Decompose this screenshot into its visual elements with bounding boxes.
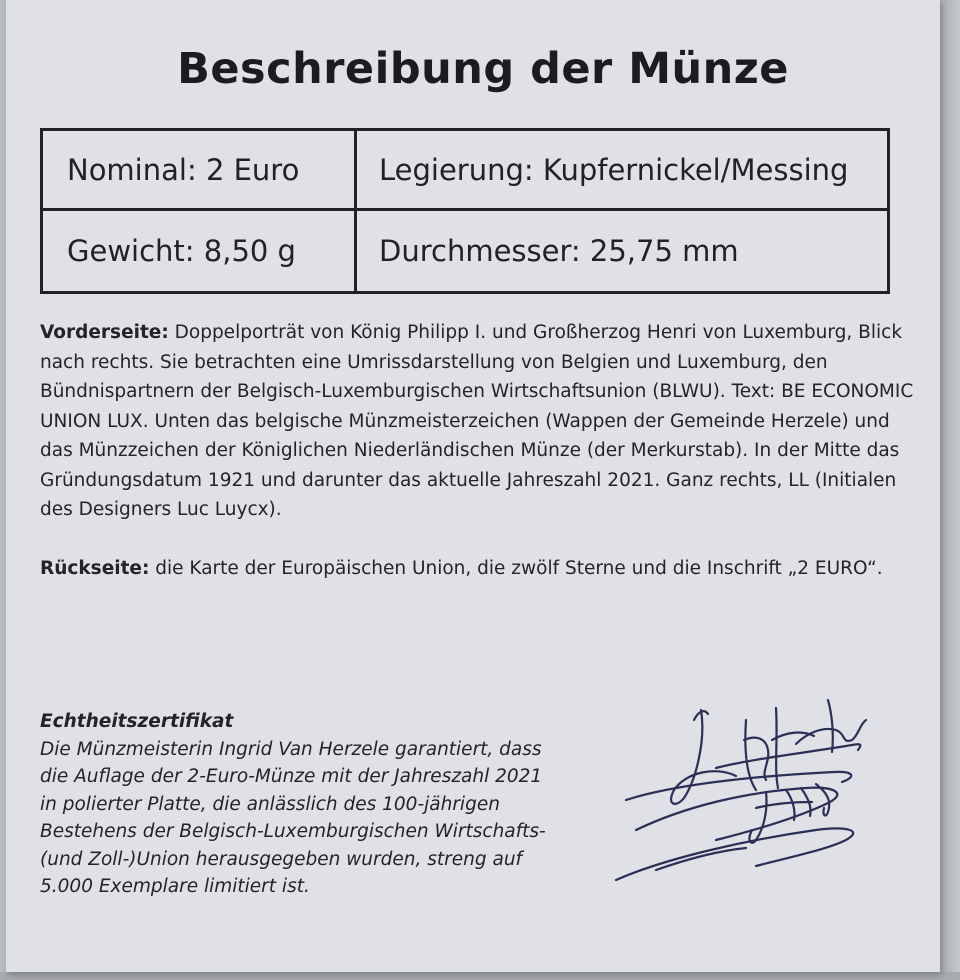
page-title: Beschreibung der Münze (177, 44, 789, 94)
reverse-paragraph (40, 554, 920, 584)
description (40, 318, 920, 583)
obverse-paragraph (40, 318, 920, 525)
handwritten-signature (596, 680, 896, 900)
spec-gewicht: Gewicht: 8,50 g (43, 211, 357, 291)
certificate-card (6, 0, 940, 972)
certificate-line: 5.000 Exemplare limitiert ist. (40, 876, 310, 897)
reverse-text: die Karte der Europäischen Union, die zwölf Sterne und die Inschrift „2 EURO“. (149, 557, 883, 579)
certificate-line: die Auflage der 2-Euro-Münze mit der Jahreszahl 2021 (40, 766, 543, 787)
certificate-line: (und Zoll-)Union herausgegeben wurden, streng auf (40, 848, 523, 870)
spec-table (40, 128, 890, 294)
obverse-text: Doppelporträt von König Philipp I. und Großherzog Henri von Luxemburg, Blick nach rechts. Sie betrachten eine Umrissdarstellung von Belgien und Luxemburg, den Bündnispartnern der Belgisch-Luxemburgischen Wirtschaftsunion (BLWU). Text: BE ECONOMIC UNION LUX. Unten das belgische Münzmeisterzeichen (Wappen der Gemeinde Herzele) und das Münzzeichen der Königlichen Niederländischen Münze (der Merkurstab). In der Mitte das Gründungsdatum 1921 und darunter das aktuelle Jahreszahl 2021. Ganz rechts, LL (Initialen des Designers Luc Luycx). (40, 322, 914, 520)
certificate-line: Die Münzmeisterin Ingrid Van Herzele garantiert, dass (40, 738, 542, 760)
obverse-label: Vorderseite: (40, 322, 169, 343)
reverse-label: Rückseite: (40, 557, 150, 579)
certificate-block (40, 708, 660, 901)
card-edge-bottom (0, 972, 960, 980)
spec-durchmesser: Durchmesser: 25,75 mm (379, 234, 739, 268)
card-edge-right (940, 0, 960, 980)
certificate-title: Echtheitszertifikat (40, 711, 234, 732)
certificate-line: in polierter Platte, die anlässlich des 100-jährigen (40, 793, 500, 815)
spec-legierung: Legierung: Kupfernickel/Messing (357, 131, 887, 211)
certificate-line: Bestehens der Belgisch-Luxemburgischen Wirtschafts- (40, 821, 546, 842)
spec-nominal: Nominal: 2 Euro (43, 131, 357, 211)
